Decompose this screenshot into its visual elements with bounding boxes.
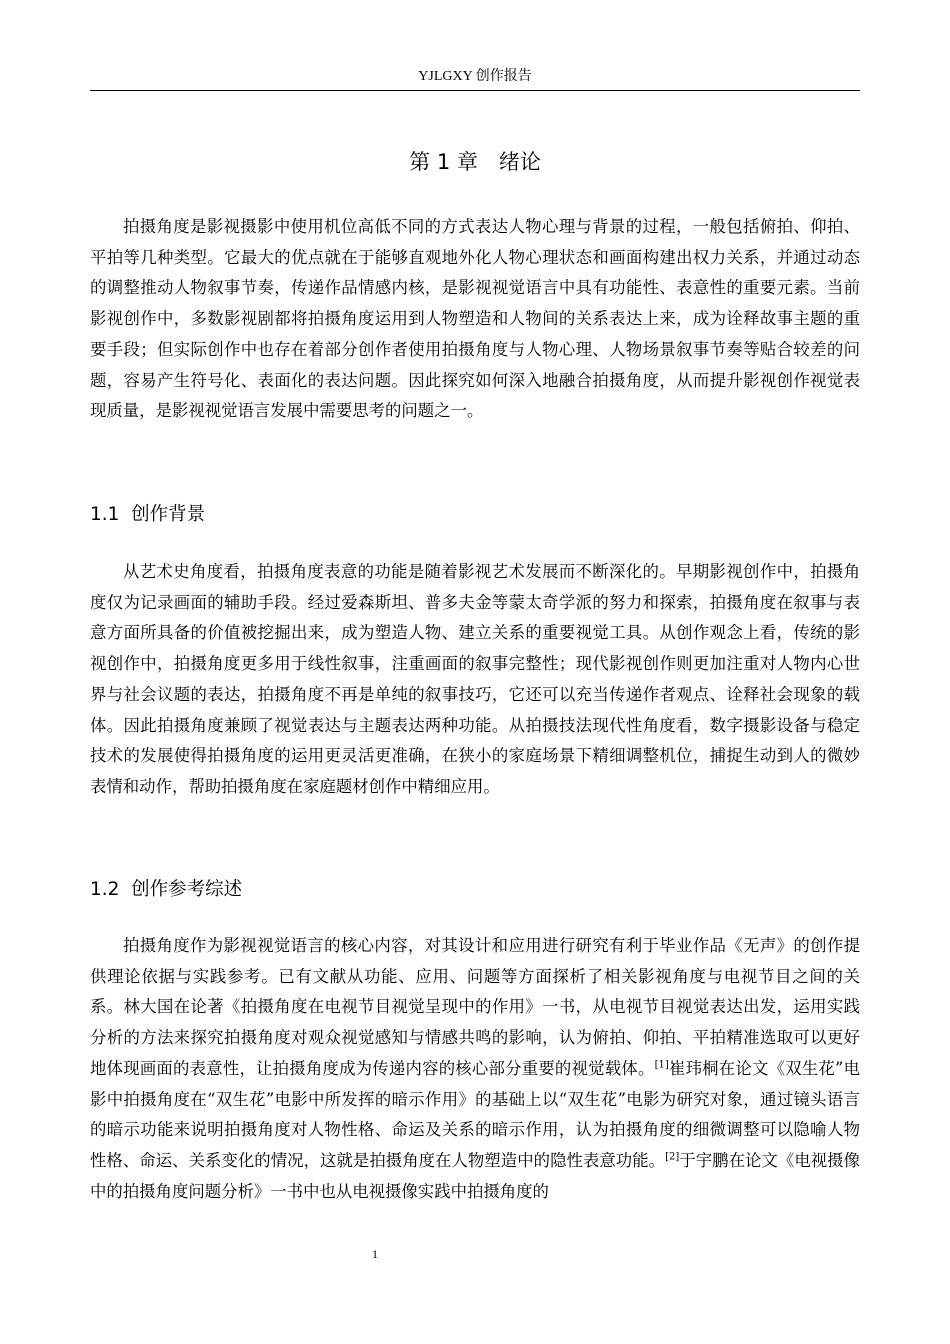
header-rule (90, 90, 860, 91)
page-number: 1 (372, 1247, 378, 1261)
intro-paragraph: 拍摄角度是影视摄影中使用机位高低不同的方式表达人物心理与背景的过程，一般包括俯拍、仰拍、平拍等几种类型。它最大的优点就在于能够直观地外化人物心理状态和画面构建出权力关系，并通过动态的调整推动人物叙事节奏，传递作品情感内核，是影视视觉语言中具有功能性、表意性的重要元素。当前影视创作中，多数影视剧都将拍摄角度运用到人物塑造和人物间的关系表达上来，成为诠释故事主题的重要手段；但实际创作中也存在着部分创作者使用拍摄角度与人物心理、人物场景叙事节奏等贴合较差的问题，容易产生符号化、表面化的表达问题。因此探究如何深入地融合拍摄角度，从而提升影视创作视觉表现质量，是影视视觉语言发展中需要思考的问题之一。 (90, 217, 860, 421)
review-text-part-2: 崔玮桐在论文《双生花”电影中拍摄角度在“双生花”电影中所发挥的暗示作用》的基础上以“双生花”电影为研究对象，通过镜头语言的暗示功能来说明拍摄角度对人物性格、命运及关系的暗示作用，认为拍摄角度的细微调整可以隐喻人物性格、命运、关系变化的情况，这就是拍摄角度在人物塑造中的隐性表意功能。 (90, 1058, 860, 1170)
section-heading-1-1: 1.1 创作背景 (90, 504, 206, 525)
running-header: YJLGXY 创作报告 (418, 69, 532, 84)
review-text-part-3: 于宇鹏在论文《电视摄像中的拍摄角度问题分析》一书中也从电视摄像实践中拍摄角度的 (90, 1150, 861, 1201)
review-text-part-1: 拍摄角度作为影视视觉语言的核心内容，对其设计和应用进行研究有利于毕业作品《无声》的创作提供理论依据与实践参考。已有文献从功能、应用、问题等方面探析了相关影视角度与电视节目之间的关系。林大国在论著《拍摄角度在电视节目视觉呈现中的作用》一书，从电视节目视觉表达出发，运用实践分析的方法来探究拍摄角度对观众视觉感知与情感共鸣的影响，认为俯拍、仰拍、平拍精准选取可以更好地体现画面的表意性，让拍摄角度成为传递内容的核心部分重要的视觉载体。 (90, 936, 860, 1078)
background-paragraph: 从艺术史角度看，拍摄角度表意的功能是随着影视艺术发展而不断深化的。早期影视创作中，拍摄角度仅为记录画面的辅助手段。经过爱森斯坦、普多夫金等蒙太奇学派的努力和探索，拍摄角度在叙事与表意方面所具备的价值被挖掘出来，成为塑造人物、建立关系的重要视觉工具。从创作观念上看，传统的影视创作中，拍摄角度更多用于线性叙事，注重画面的叙事完整性；现代影视创作则更加注重对人物内心世界与社会议题的表达，拍摄角度不再是单纯的叙事技巧，它还可以充当传递作者观点、诠释社会现象的载体。因此拍摄角度兼顾了视觉表达与主题表达两种功能。从拍摄技法现代性角度看，数字摄影设备与稳定技术的发展使得拍摄角度的运用更灵活更准确，在狭小的家庭场景下精细调整机位，捕捉生动到人的微妙表情和动作，帮助拍摄角度在家庭题材创作中精细应用。 (90, 562, 860, 796)
citation-ref-2: [2] (665, 1151, 680, 1163)
citation-ref-1: [1] (654, 1059, 669, 1071)
section-heading-1-2: 1.2 创作参考综述 (90, 879, 243, 900)
literature-review-paragraph (90, 931, 860, 1207)
chapter-title: 第 1 章 绪论 (409, 150, 541, 174)
